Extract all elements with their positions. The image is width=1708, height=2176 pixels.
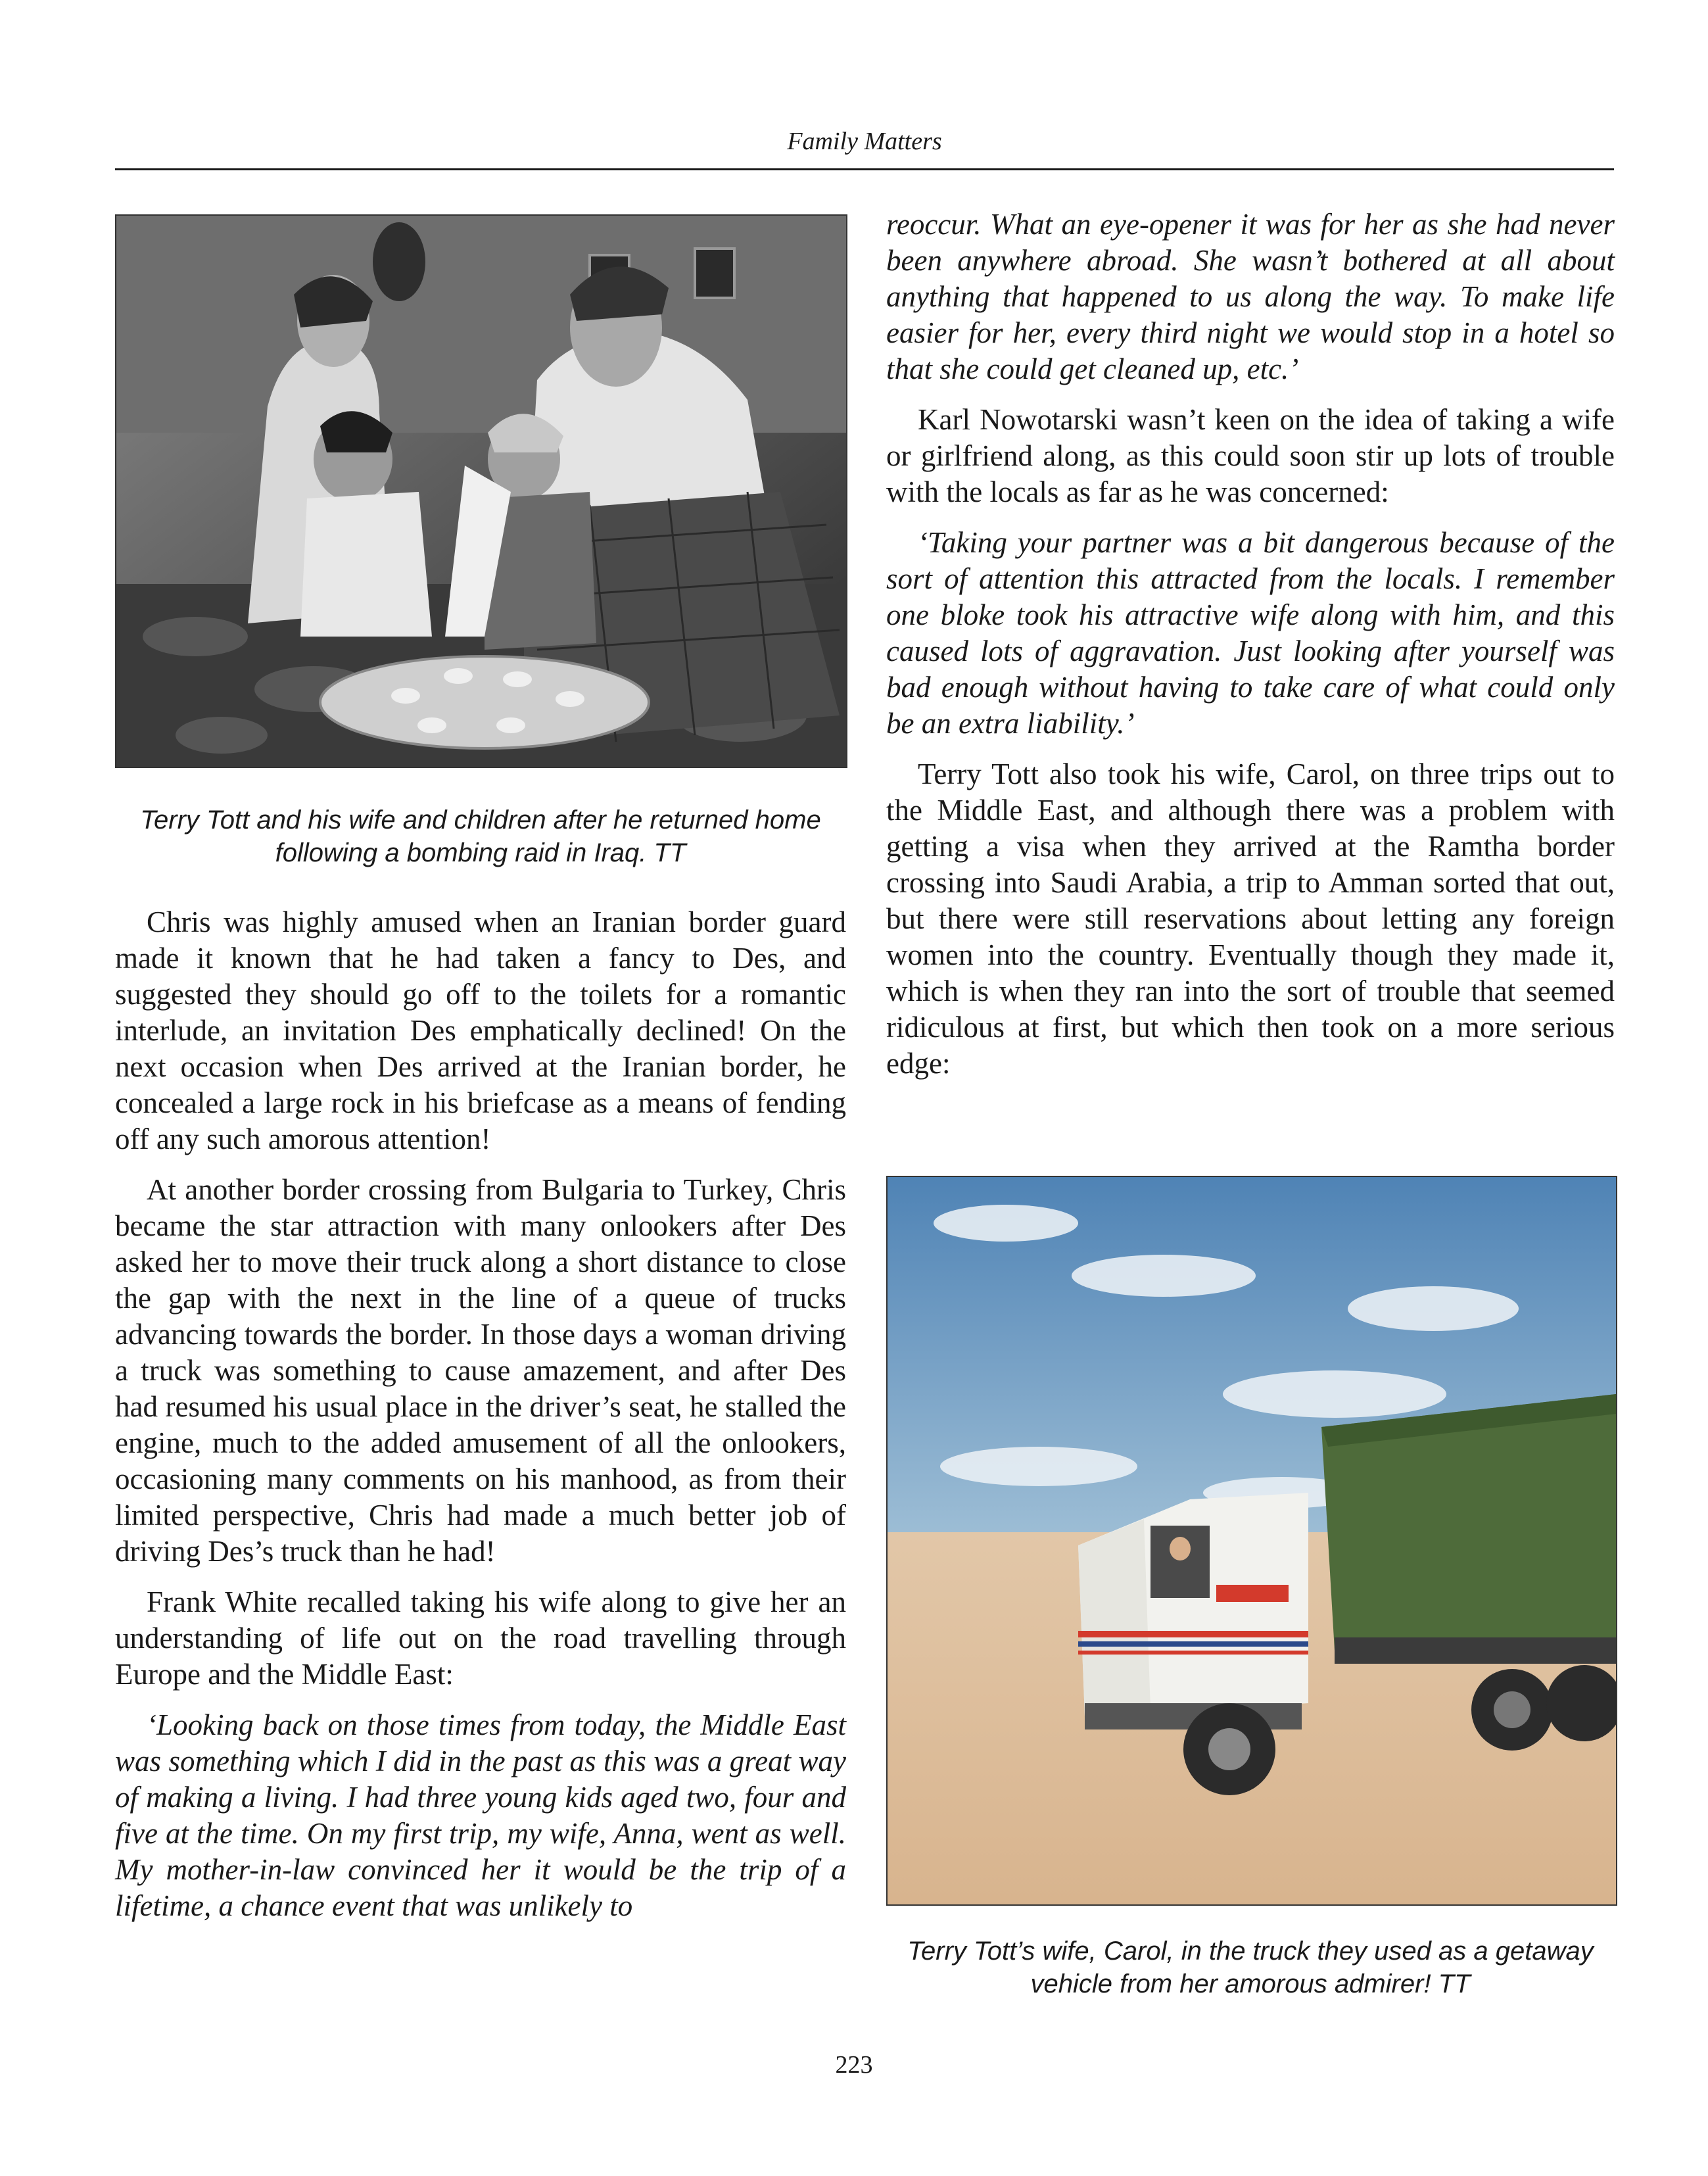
paragraph: Terry Tott also took his wife, Carol, on three trips out to the Middle East, and although there was a problem with getting a visa when they arrived at the Ramtha border crossing into Saudi Arabia, a trip to Amman sorted that out, but there were still reservations about letting any foreign women into the country. Eventually though they made it, which is when they ran into the sort of trouble that seemed ridiculous at first, but which then took on a more serious edge: [886,758,1615,1080]
quote: ‘Taking your partner was a bit dangerous because of the sort of attention this attracted from the locals. I remember one bloke took his attractive wife along with him, and this caused lots of aggravation. Just looking after yourself was bad enough without having to take care of what could only be an extra liability.’ [886,526,1615,740]
paragraph: Karl Nowotarski wasn’t keen on the idea of taking a wife or girlfriend along, as this could soon stir up lots of trouble with the locals as far as he was concerned: [886,403,1615,508]
paragraph: Frank White recalled taking his wife along to give her an understanding of life out on the road travelling through Europe and the Middle East: [115,1585,846,1691]
truck-photo-caption: Terry Tott’s wife, Carol, in the truck they used as a getaway vehicle from her amorous admirer! TT [907,1937,1594,1998]
running-head: Family Matters [787,128,942,155]
quote: ‘Looking back on those times from today, the Middle East was something which I did in the past as this was a great way of making a living. I had three young kids aged two, four and five at the time. On my first trip, my wife, Anna, went as well. My mother-in-law convinced her it would be the trip of a lifetime, a chance event that was unlikely to [115,1708,846,1922]
paragraph: At another border crossing from Bulgaria to Turkey, Chris became the star attraction with many onlookers after Des asked her to move their truck along a short distance to close the gap with the next in the line of a queue of trucks advancing towards the border. In those days a woman driving a truck was something to cause amazement, and after Des had resumed his usual place in the driver’s seat, he stalled the engine, much to the added amusement of all the onlookers, occasioning many comments on his manhood, as from their limited perspective, Chris had made a much better job of driving Des’s truck than he had! [115,1173,846,1568]
page-number: 223 [835,2051,873,2079]
paragraph: Chris was highly amused when an Iranian border guard made it known that he had taken a fancy to Des, and suggested they should go off to the toilets for a romantic interlude, an invitation Des emphatically declined! On the next occasion when Des arrived at the Iranian border, he concealed a large rock in his briefcase as a means of fending off any such amorous attention! [115,906,846,1155]
family-photo-image [116,216,846,767]
truck-photo [886,1176,1617,1906]
left-column [115,904,846,1939]
family-photo-caption: Terry Tott and his wife and children after he returned home following a bombing raid in Iraq. TT [140,806,821,867]
truck-photo-image [888,1177,1616,1904]
header-rule [115,168,1614,170]
family-photo [115,214,847,768]
right-column [886,206,1615,1096]
quote-continued: reoccur. What an eye-opener it was for her as she had never been anywhere abroad. She wasn’t bothered at all about anything that happened to us along the way. To make life easier for her, every third night we would stop in a hotel so that she could get cleaned up, etc.’ [886,208,1615,385]
